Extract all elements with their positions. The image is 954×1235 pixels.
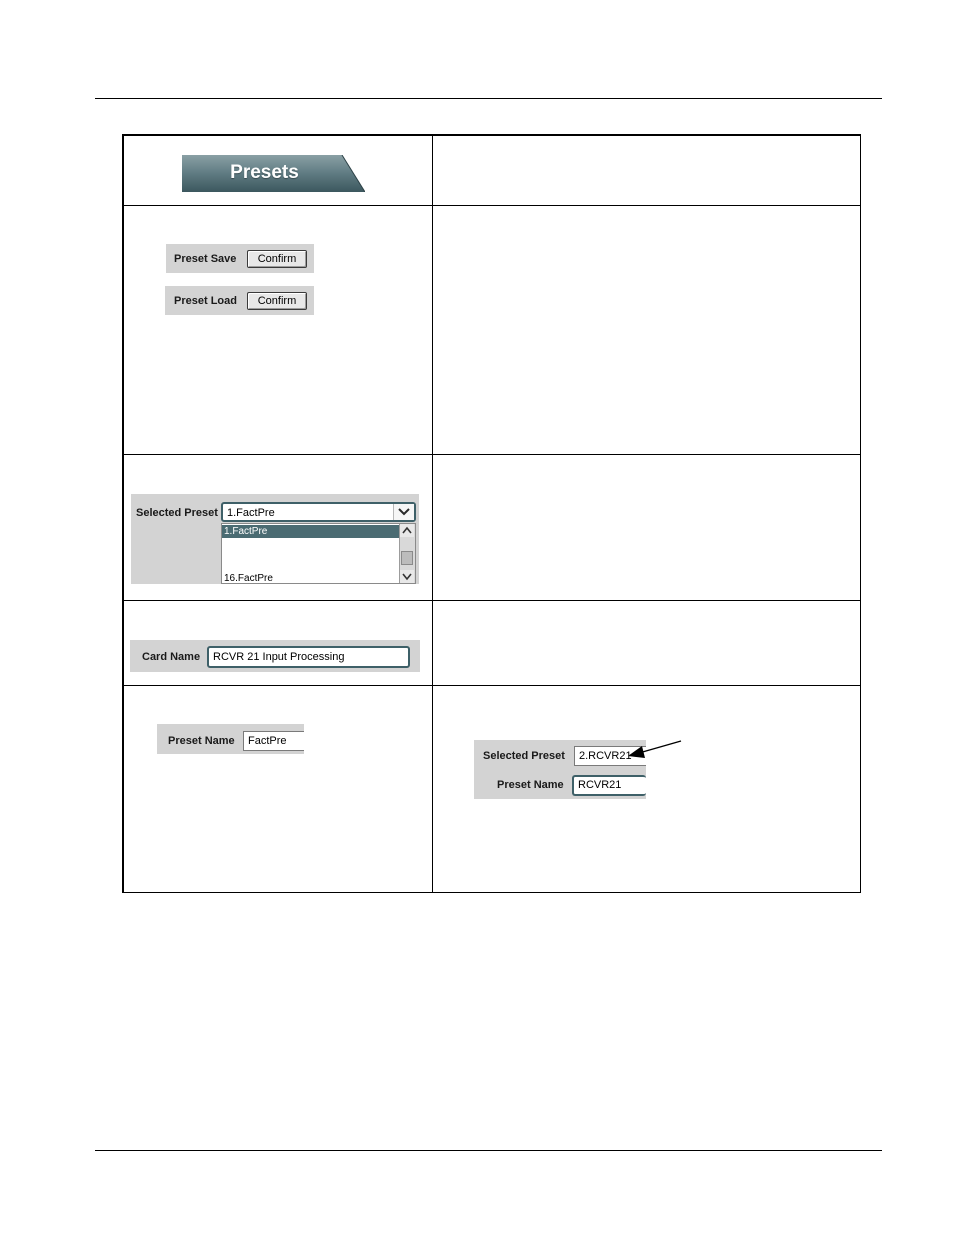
- preset-name-input[interactable]: FactPre: [243, 731, 304, 751]
- example-preset-name-field: RCVR21: [572, 775, 646, 796]
- row-divider: [122, 685, 861, 686]
- scroll-down-glyph: [400, 570, 414, 583]
- header-rule: [95, 98, 882, 99]
- example-preset-name-label: Preset Name: [497, 779, 564, 791]
- example-selected-preset-field: 2.RCVR21: [574, 746, 646, 766]
- scroll-up-glyph: [400, 524, 414, 537]
- callout-arrow-icon: [625, 738, 685, 760]
- card-name-input[interactable]: RCVR 21 Input Processing: [207, 646, 410, 668]
- card-name-label: Card Name: [142, 651, 201, 663]
- footer-rule: [95, 1150, 882, 1151]
- row-divider: [122, 205, 861, 206]
- selected-preset-value: 1.FactPre: [227, 507, 275, 519]
- chevron-down-glyph: [394, 504, 414, 520]
- presets-tab[interactable]: [182, 155, 365, 192]
- preset-load-label: Preset Load: [174, 295, 237, 307]
- preset-option[interactable]: 1.FactPre: [222, 525, 401, 538]
- row-divider: [122, 600, 861, 601]
- scroll-up-icon[interactable]: [400, 524, 414, 537]
- option-list-scrollbar[interactable]: [399, 524, 415, 583]
- preset-save-label: Preset Save: [174, 253, 237, 265]
- preset-save-confirm-button[interactable]: Confirm: [247, 250, 307, 268]
- selected-preset-label: Selected Preset: [136, 507, 218, 519]
- scroll-thumb[interactable]: [401, 551, 413, 565]
- preset-load-confirm-button[interactable]: Confirm: [247, 292, 307, 310]
- preset-option[interactable]: 16.FactPre: [224, 573, 273, 584]
- column-divider: [432, 134, 433, 893]
- preset-name-label: Preset Name: [168, 735, 235, 747]
- example-selected-preset-label: Selected Preset: [483, 750, 565, 762]
- scroll-down-icon[interactable]: [400, 570, 414, 583]
- preset-load-panel: [165, 286, 314, 315]
- selected-preset-dropdown[interactable]: [221, 502, 416, 522]
- preset-save-panel: [166, 244, 314, 273]
- row-divider: [122, 454, 861, 455]
- presets-tab-label: Presets: [230, 162, 299, 183]
- selected-preset-option-list[interactable]: [221, 523, 416, 584]
- chevron-down-icon[interactable]: [393, 504, 414, 520]
